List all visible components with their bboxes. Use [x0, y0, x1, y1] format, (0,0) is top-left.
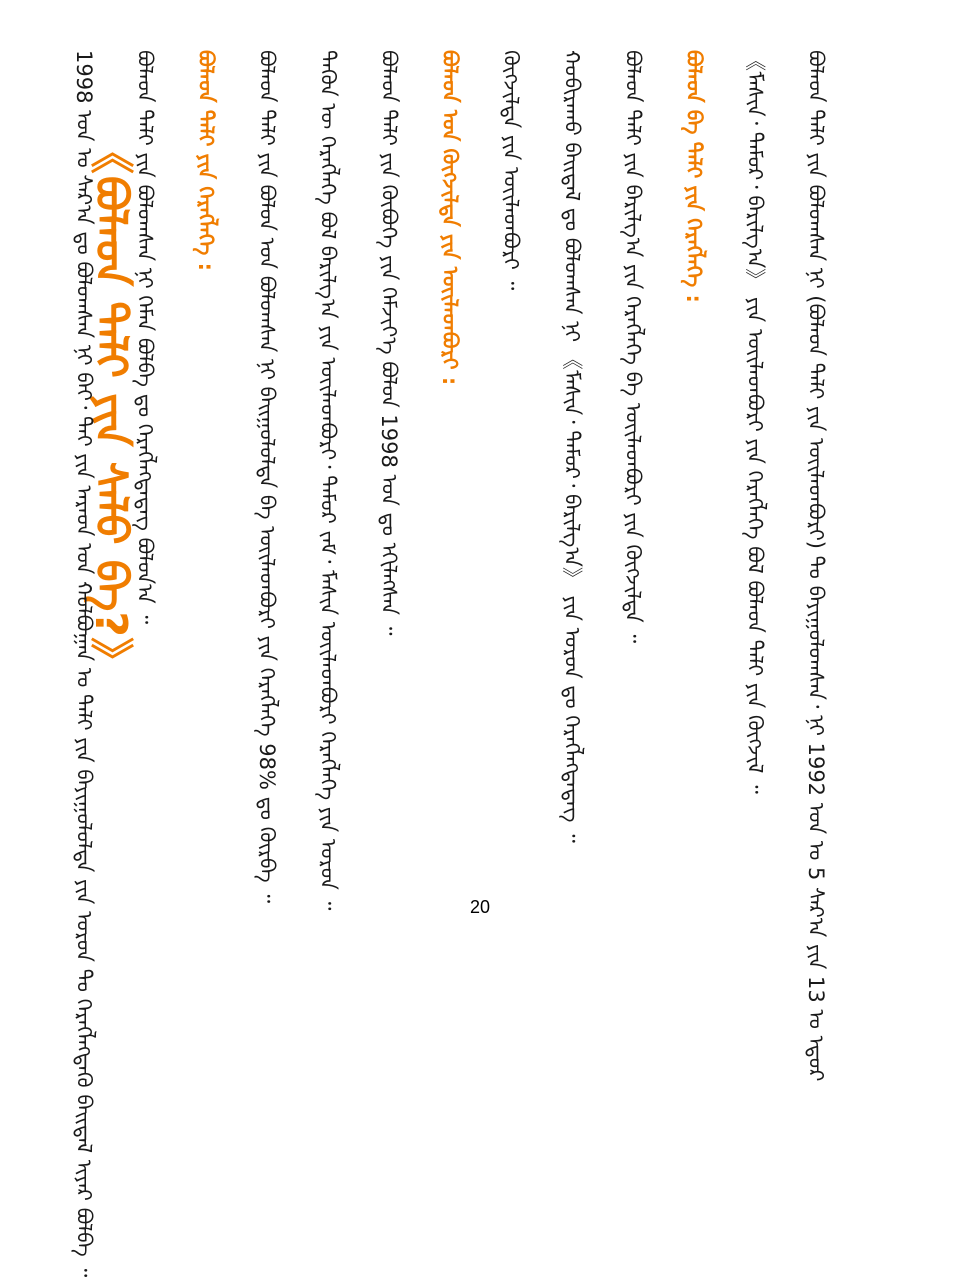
section-heading: ᠪᠣᠯᠠᠳ ᠲᠠᠯᠢ ᠶᠢᠨ ᠬᠡᠷᠡᠭᠯᠡᠭᠡ : [194, 50, 218, 271]
body-line: ᠲᠡᠭᠦᠨ ᠦ ᠬᠡᠷᠡᠭᠯᠡᠭᠡ ᠪᠣᠯ ᠪᠠᠷᠢᠯᠭ᠎ᠠ ᠶᠢᠨ ᠦᠢᠯᠡᠳᠪᠦᠷᠢ᠂ ᠲᠡᠮᠦᠷ ᠵᠠᠮ᠂ ᠮᠠᠰᠢᠨ ᠦᠢᠯᠡᠳᠪᠦᠷᠢ ᠬᠡᠷᠡᠭᠯᠡᠭᠡ ᠶᠢᠨ ᠣᠷᠤᠨ ᠃ [316, 50, 340, 911]
section-heading: ᠪᠣᠯᠠᠳ ᠪᠠ ᠲᠠᠯᠢ ᠶᠢᠨ ᠬᠡᠷᠡᠭᠯᠡᠭᠡ : [682, 50, 706, 303]
body-line: ᠪᠣᠯᠠᠳ ᠲᠠᠯᠢ ᠶᠢᠨ ᠪᠣᠯᠤᠭᠰᠠᠨ ᠨᠢ ᠬᠡᠮᠡᠨ ᠪᠣᠯᠪᠠ ᠳᠤ ᠬᠡᠷᠡᠭᠯᠡᠭᠳᠡᠳᠡᠭ ᠪᠣᠯᠤᠨ᠎ᠠ ᠃ [133, 50, 157, 625]
body-line: ᠪᠣᠯᠠᠳ ᠲᠠᠯᠢ ᠶᠢᠨ ᠬᠦᠪᠦᠭᠡ ᠶᠢᠨ ᠬᠡᠮᠵᠢᠶ᠎ᠡ ᠪᠣᠯᠤᠨ 1998 ᠣᠨ ᠳᠤ ᠡᠬᠢᠯᠡᠭᠰᠡᠨ ᠃ [377, 50, 401, 636]
body-line: 1998 ᠣᠨ ᠤ ᠰᠠᠷ᠎ᠠ ᠳᠤ ᠪᠣᠯᠤᠭᠰᠠᠨ ᠨᠢ ᠪᠠᠢ᠂ ᠲᠠᠢ ᠶᠢᠨ ᠠᠷᠠᠳ ᠤᠨ ᠬᠣᠯᠪᠣᠭᠠᠨ ᠤ ᠲᠠᠯᠢ ᠶᠢᠨ ᠪᠠᠶᠢᠭᠤᠯᠤᠯᠲᠠ ᠶᠢᠨ ᠣᠷᠤᠨ ᠲᠤ ᠬᠡᠷᠡᠭᠯᠡᠭᠳᠡᠬᠦ ᠪᠠᠢ᠌ᠳᠠᠯ ᠢᠶᠠᠷ ᠪᠣᠯᠪᠠ ᠃ [72, 50, 96, 1277]
body-line: 《ᠮᠠᠰᠢᠨ᠂ ᠲᠡᠮᠦᠷ᠂ ᠪᠠᠷᠢᠯᠭ᠎ᠠ》 ᠶᠢᠨ ᠦᠢᠯᠡᠳᠪᠦᠷᠢ ᠶᠢᠨ ᠬᠡᠷᠡᠭᠯᠡᠭᠡ ᠪᠣᠯ ᠪᠣᠯᠠᠳ ᠲᠠᠯᠢ ᠶᠢᠨ ᠬᠦᠭᠵᠢᠯ ᠃ [743, 50, 767, 794]
body-line: ᠬᠦᠭᠵᠢᠯᠲᠡ ᠶᠢᠨ ᠦᠢᠯᠡᠳᠪᠦᠷᠢ ᠃ [499, 50, 523, 291]
body-line: ᠪᠣᠯᠠᠳ ᠲᠠᠯᠢ ᠶᠢᠨ ᠪᠣᠯᠤᠭᠰᠠᠨ ᠨᠢ (ᠪᠣᠯᠠᠳ ᠲᠠᠯᠢ ᠶᠢᠨ ᠦᠢᠯᠡᠳᠪᠦᠷᠢ) ᠲᠤ ᠪᠠᠶᠢᠭᠤᠯᠤᠭᠰᠠᠨ᠂ ᠨᠢ 1992 ᠣᠨ ᠤ 5 ᠰᠠᠷ᠎ᠠ ᠶᠢᠨ 13 ᠤ ᠡᠳᠦᠷ [804, 50, 828, 1082]
section-heading: ᠪᠣᠯᠠᠳ ᠤᠨ ᠬᠦᠭᠵᠢᠯᠲᠡ ᠶᠢᠨ ᠦᠢᠯᠡᠳᠪᠦᠷᠢ : [438, 50, 462, 386]
body-text-block [70, 50, 930, 1277]
page-title: 《ᠪᠣᠯᠠᠳ ᠲᠠᠯᠢ ᠶᠢᠨ ᠰᠠᠯᠤ ᠪᠡ?》 [85, 130, 136, 683]
body-line: ᠬᠣᠪᠢᠷᠠᠬᠤ ᠪᠠᠢᠳᠠᠯ ᠳᠤ ᠪᠣᠯᠤᠭᠰᠠᠨ ᠨᠢ 《ᠮᠠᠰᠢᠨ᠂ ᠲᠡᠮᠦᠷ᠂ ᠪᠠᠷᠢᠯᠭ᠎ᠠ》 ᠶᠢᠨ ᠣᠷᠤᠨ ᠳᠤ ᠬᠡᠷᠡᠭᠯᠡᠭᠳᠡᠳᠡᠭ ᠃ [560, 50, 584, 843]
body-line: ᠪᠣᠯᠠᠳ ᠲᠠᠯᠢ ᠶᠢᠨ ᠪᠣᠯᠤᠨ ᠡᠳ ᠪᠣᠯᠤᠭᠰᠠᠨ ᠨᠢ ᠪᠠᠢᠭᠤᠯᠤᠯᠲᠠ ᠪᠠ ᠦᠢᠯᠡᠳᠪᠦᠷᠢ ᠶᠢᠨ ᠬᠡᠷᠡᠭᠯᠡᠭᠡ 98% ᠳᠤ ᠬᠦᠷᠪᠡ ᠃ [255, 50, 279, 904]
body-line: ᠪᠣᠯᠠᠳ ᠲᠠᠯᠢ ᠶᠢᠨ ᠪᠠᠷᠢᠯᠭ᠎ᠠ ᠶᠢᠨ ᠬᠡᠷᠡᠭᠯᠡᠭᠡ ᠪᠠ ᠦᠢᠯᠡᠳᠪᠦᠷᠢ ᠶᠢᠨ ᠬᠦᠭᠵᠢᠯᠲᠡ ᠃ [621, 50, 645, 644]
page-number: 20 [470, 897, 491, 917]
